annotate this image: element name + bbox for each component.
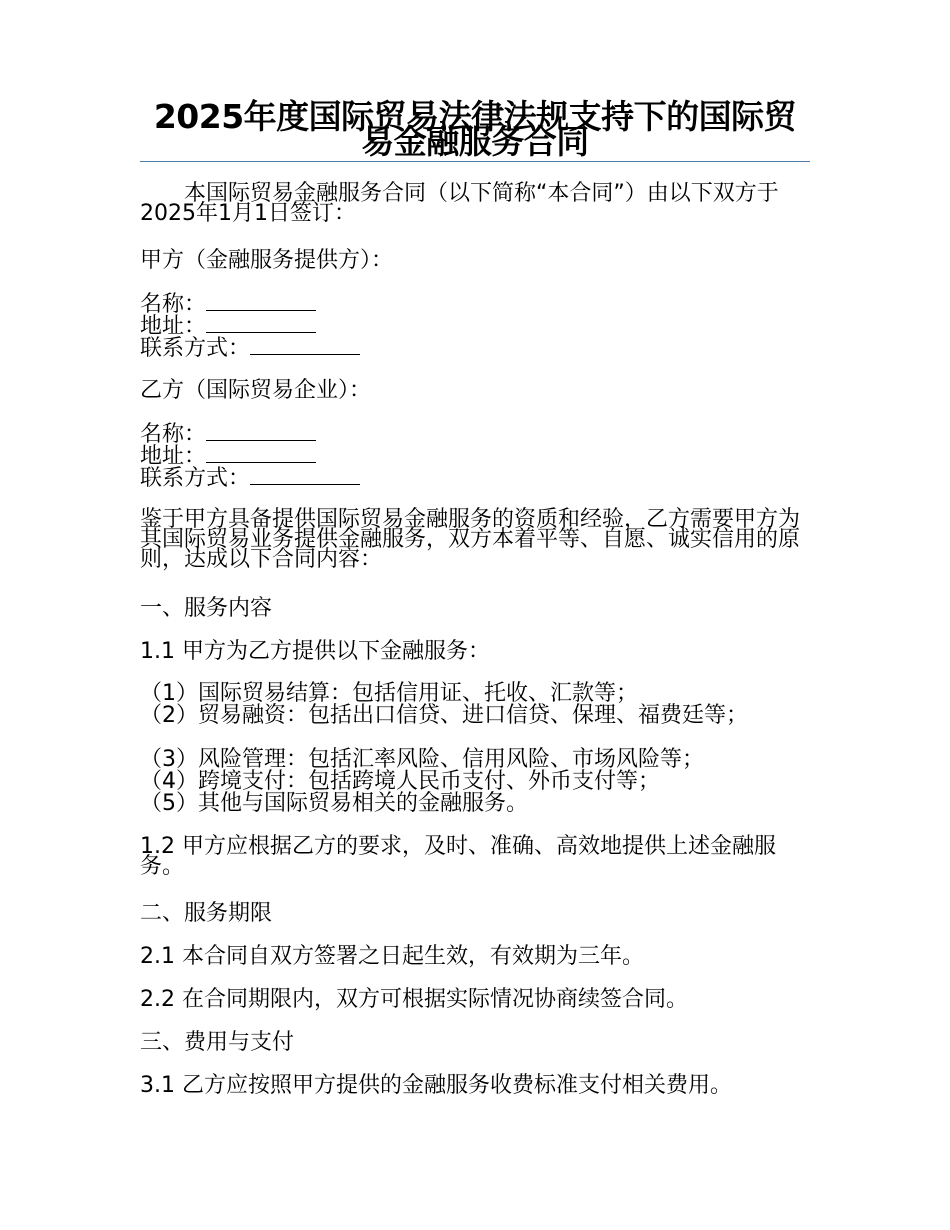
intro-paragraph: 本国际贸易金融服务合同（以下简称“本合同”）由以下双方于2025年1月1日签订： bbox=[140, 181, 779, 226]
clause-2-2: 2.2 在合同期限内，双方可根据实际情况协商续签合同。 bbox=[140, 987, 688, 1012]
section-2-heading: 二、服务期限 bbox=[140, 901, 273, 926]
clause-2-1: 2.1 本合同自双方签署之日起生效，有效期为三年。 bbox=[140, 944, 644, 969]
party-a-contact-blank[interactable] bbox=[250, 354, 360, 355]
party-b-name-blank[interactable] bbox=[206, 440, 316, 441]
party-a-name-blank[interactable] bbox=[206, 310, 316, 311]
party-b-address-row bbox=[140, 446, 316, 468]
service-item-3: （3）风险管理：包括汇率风险、信用风险、市场风险等； bbox=[140, 747, 704, 772]
preamble-paragraph: 鉴于甲方具备提供国际贸易金融服务的资质和经验，乙方需要甲方为其国际贸易业务提供金融服务，双方本着平等、自愿、诚实信用的原则，达成以下合同内容： bbox=[140, 507, 801, 572]
service-item-5: （5）其他与国际贸易相关的金融服务。 bbox=[140, 791, 528, 816]
party-a-contact-row bbox=[140, 338, 360, 360]
party-b-address-label: 地址： bbox=[140, 444, 207, 469]
party-a-address-label: 地址： bbox=[140, 314, 207, 339]
section-3-heading: 三、费用与支付 bbox=[140, 1030, 295, 1055]
clause-3-1: 3.1 乙方应按照甲方提供的金融服务收费标准支付相关费用。 bbox=[140, 1073, 732, 1098]
party-a-address-blank[interactable] bbox=[206, 332, 316, 333]
party-b-contact-blank[interactable] bbox=[250, 484, 360, 485]
party-b-contact-label: 联系方式： bbox=[140, 466, 251, 491]
party-a-name-row bbox=[140, 294, 316, 316]
service-item-4: （4）跨境支付：包括跨境人民币支付、外币支付等； bbox=[140, 769, 660, 794]
party-a-contact-label: 联系方式： bbox=[140, 336, 251, 361]
party-b-contact-row bbox=[140, 468, 360, 490]
party-b-address-blank[interactable] bbox=[206, 462, 316, 463]
party-b-name-row bbox=[140, 424, 316, 446]
party-a-address-row bbox=[140, 316, 316, 338]
document-title: 2025年度国际贸易法律法规支持下的国际贸易金融服务合同 bbox=[153, 97, 797, 161]
party-b-name-label: 名称： bbox=[140, 422, 207, 447]
clause-1-1: 1.1 甲方为乙方提供以下金融服务： bbox=[140, 639, 490, 664]
service-item-2: （2）贸易融资：包括出口信贷、进口信贷、保理、福费廷等； bbox=[140, 703, 748, 728]
party-b-heading: 乙方（国际贸易企业）： bbox=[140, 378, 372, 403]
service-item-1: （1）国际贸易结算：包括信用证、托收、汇款等； bbox=[140, 681, 638, 706]
party-a-heading: 甲方（金融服务提供方）： bbox=[140, 248, 394, 273]
party-a-name-label: 名称： bbox=[140, 292, 207, 317]
clause-1-2: 1.2 甲方应根据乙方的要求，及时、准确、高效地提供上述金融服务。 bbox=[140, 834, 776, 879]
section-1-heading: 一、服务内容 bbox=[140, 596, 273, 621]
title-underline bbox=[140, 161, 810, 162]
